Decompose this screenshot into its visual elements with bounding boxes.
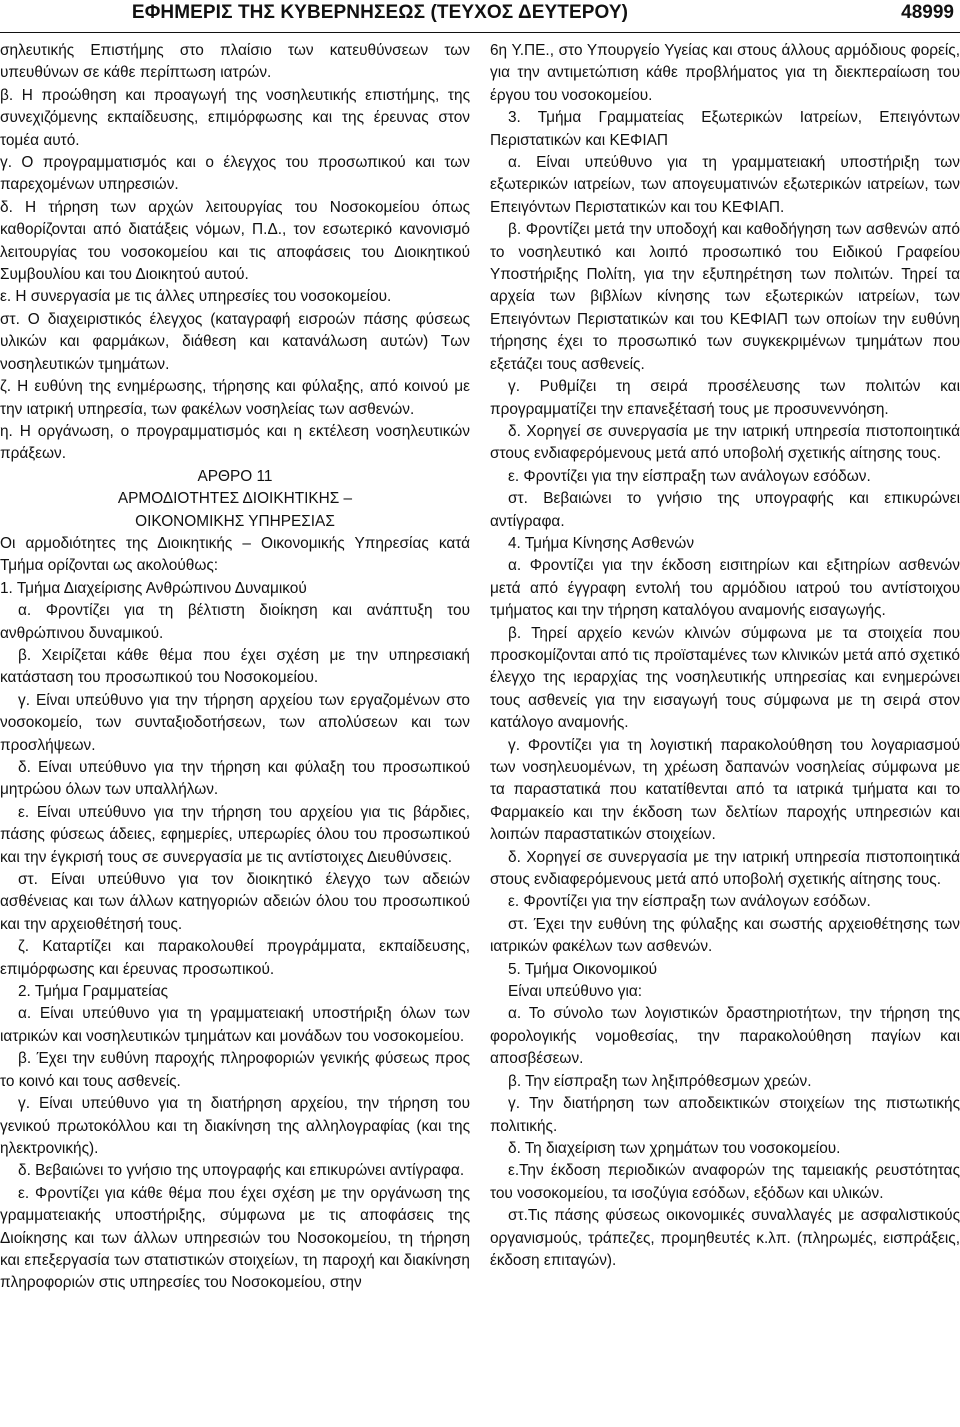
paragraph: 5. Τμήμα Οικονομικού [508, 960, 658, 978]
page-number: 48999 [901, 2, 954, 23]
paragraph: στ. Έχει την ευθύνη της φύλαξης και σωστής αρχειοθέτησης των ιατρικών φακέλων των ασθενών. [490, 915, 960, 956]
paragraph: 2. Τμήμα Γραμματείας [18, 983, 169, 1001]
paragraph: η. Η οργάνωση, ο προγραμματισμός και η εκτέλεση νοσηλευτικών πράξεων. [0, 422, 470, 463]
paragraph: στ. Είναι υπεύθυνο για τον διοικητικό έλεγχο των αδειών ασθένειας και των άλλων κατηγοριών αδειών όλου του προσωπικού και την αρχειοθέτησή τους. [0, 871, 470, 933]
paragraph: ε. Φροντίζει για κάθε θέμα που έχει σχέση με την οργάνωση της γραμματειακής υποστήριξης, σύμφωνα με τις αποφάσεις της Διοίκησης και των άλλων υπηρεσιών του Νοσοκομείου, τη τήρηση και επεξεργασία των στατιστικών στοιχείων, τη παροχή και διακίνηση πληροφοριών στις υπηρεσίες του Νοσοκομείου, στην [0, 1184, 470, 1292]
paragraph: στ.Τις πάσης φύσεως οικονομικές συναλλαγές με ασφαλιστικούς οργανισμούς, τράπεζες, προμηθευτές κ.λπ. (πληρωμές, εισπράξεις, έκδοση επιταγών). [490, 1207, 960, 1269]
paragraph: ε. Η συνεργασία με τις άλλες υπηρεσίες του νοσοκομείου. [0, 288, 392, 306]
paragraph: α. Φροντίζει για την έκδοση εισιτηρίων και εξιτηρίων ασθενών μετά από έγγραφη εντολή του αρμόδιου ιατρού του αντίστοιχου τμήματος και την τήρηση καταλόγου αναμονής εισαγωγής. [490, 557, 960, 620]
paragraph: 1. Τμήμα Διαχείρισης Ανθρώπινου Δυναμικού [0, 579, 307, 597]
paragraph: δ. Είναι υπεύθυνο για την τήρηση και φύλαξη του προσωπικού μητρώου όλων των υπαλλήλων. [0, 759, 470, 799]
paragraph: γ. Την διατήρηση των αποδεικτικών στοιχείων της πιστωτικής πολιτικής. [490, 1095, 960, 1135]
paragraph: β. Η προώθηση και προαγωγή της νοσηλευτικής επιστήμης, της συνεχιζόμενης εκπαίδευσης, επιμόρφωσης και της έρευνας στον τομέα αυτό. [0, 86, 470, 149]
paragraph: ζ. Η ευθύνη της ενημέρωσης, τήρησης και φύλαξης, από κοινού με την ιατρική υπηρεσία, των φακέλων νοσηλείας των ασθενών. [0, 378, 470, 418]
paragraph: ε.Την έκδοση περιοδικών αναφορών της ταμειακής ρευστότητας του νοσοκομείου, τα ισοζύγια εσόδων, εξόδων και υλικών. [490, 1162, 960, 1202]
paragraph: δ. Βεβαιώνει το γνήσιο της υπογραφής και επικυρώνει αντίγραφα. [18, 1162, 465, 1180]
paragraph: Οι αρμοδιότητες της Διοικητικής – Οικονομικής Υπηρεσίας κατά Τμήμα ορίζονται ως ακολούθως: [0, 534, 470, 575]
paragraph: ε. Είναι υπεύθυνο για την τήρηση του αρχείου για τις βάρδιες, πάσης φύσεως άδειες, εφημερίες, υπερωρίες όλου του προσωπικού και την έγκρισή τους σε συνεργασία με τις αντίστοιχες Διευθύνσεις. [0, 803, 470, 866]
paragraph: δ. Η τήρηση των αρχών λειτουργίας του Νοσοκομείου όπως καθορίζονται από διατάξεις νόμων, Π.Δ., τον εσωτερικό κανονισμό λειτουργίας του νοσοκομείου και τις αποφάσεις του Διοικητικού Συμβουλίου και του Διοικητού αυτού. [0, 198, 470, 284]
paragraph: β. Την είσπραξη των ληξιπρόθεσμων χρεών. [508, 1072, 812, 1090]
right-column [490, 40, 960, 1272]
paragraph: δ. Χορηγεί σε συνεργασία με την ιατρική υπηρεσία πιστοποιητικά στους ενδιαφερόμενους μετά από υποβολή σχετικής αίτησης τους. [490, 422, 960, 463]
paragraph: ε. Φροντίζει για την είσπραξη των ανάλογων εσόδων. [508, 467, 871, 485]
paragraph: γ. Είναι υπεύθυνο για την τήρηση αρχείου των εργαζομένων στο νοσοκομείο, των συνταξιοδοτήσεων, των απολύσεων και των προσλήψεων. [0, 691, 470, 754]
article-heading: ΑΡΘΡΟ 11 [197, 467, 273, 485]
paragraph: α. Το σύνολο των λογιστικών δραστηριοτήτων, την τήρηση της φορολογικής νομοθεσίας, την παρακολούθηση παγίων και αποσβέσεων. [490, 1005, 960, 1068]
paragraph: β. Χειρίζεται κάθε θέμα που έχει σχέση με την υπηρεσιακή κατάσταση του προσωπικού του Νοσοκομείου. [0, 646, 470, 687]
header-rule [0, 32, 960, 33]
paragraph: ζ. Καταρτίζει και παρακολουθεί προγράμματα, εκπαίδευσης, επιμόρφωσης και έρευνας προσωπικού. [0, 938, 470, 978]
paragraph: στ. Βεβαιώνει το γνήσιο της υπογραφής και επικυρώνει αντίγραφα. [490, 490, 960, 530]
paragraph: β. Τηρεί αρχείο κενών κλινών σύμφωνα με τα στοιχεία που προσκομίζονται από τις προϊσταμένες των κλινικών μετά από σχετικό έλεγχο της ιεραρχίας της νοσηλευτικής υπηρεσίας και ενημερώνει τους ασθενείς για την εισαγωγή τους σύμφωνα με τη σειρά στον κατάλογο αναμονής. [490, 624, 960, 732]
paragraph: δ. Τη διαχείριση των χρημάτων του νοσοκομείου. [508, 1139, 841, 1157]
paragraph: γ. Ρυθμίζει τη σειρά προσέλευσης των πολιτών και προγραμματίζει την επανεξέτασή τους με προσυνεννόηση. [490, 378, 960, 418]
paragraph: α. Είναι υπεύθυνο για τη γραμματειακή υποστήριξη των εξωτερικών ιατρείων, των απογευματινών εξωτερικών ιατρείων, των Επειγόντων Περιστατικών και του ΚΕΦΙΑΠ. [490, 154, 960, 216]
paragraph: 6η Υ.ΠΕ., στο Υπουργείο Υγείας και στους άλλους αρμόδιους φορείς, για την αντιμετώπιση κάθε προβλήματος για τη διεκπεραίωση του έργου του νοσοκομείου. [490, 42, 960, 104]
paragraph: β. Έχει την ευθύνη παροχής πληροφοριών γενικής φύσεως προς το κοινό και τους ασθενείς. [0, 1050, 470, 1090]
paragraph: γ. Φροντίζει για τη λογιστική παρακολούθηση του λογαριασμού των νοσηλευομένων, τη χρέωση δαπανών νοσηλείας σύμφωνα με τα παραστατικά που κατατίθενται από τα ιατρικά τμήματα και το Φαρμακείο και την έκδοση των δελτίων παροχής υπηρεσιών και λοιπών παραστατικών στοιχείων. [490, 736, 960, 844]
paragraph: α. Φροντίζει για τη βέλτιστη διοίκηση και ανάπτυξη του ανθρώπινου δυναμικού. [0, 602, 470, 642]
article-heading: ΟΙΚΟΝΟΜΙΚΗΣ ΥΠΗΡΕΣΙΑΣ [135, 512, 335, 530]
paragraph: γ. Είναι υπεύθυνο για τη διατήρηση αρχείου, την τήρηση του γενικού πρωτοκόλλου και τη διακίνηση της αλληλογραφίας (και της ηλεκτρονικής). [0, 1095, 470, 1157]
paragraph: ε. Φροντίζει για την είσπραξη των ανάλογων εσόδων. [508, 893, 871, 911]
gazette-title: ΕΦΗΜΕΡΙΣ ΤΗΣ ΚΥΒΕΡΝΗΣΕΩΣ (ΤΕΥΧΟΣ ΔΕΥΤΕΡΟΥ) [131, 2, 629, 23]
article-heading: ΑΡΜΟΔΙΟΤΗΤΕΣ ΔΙΟΙΚΗΤΙΚΗΣ – [117, 490, 353, 508]
paragraph: στ. Ο διαχειριστικός έλεγχος (καταγραφή εισροών πάσης φύσεως υλικών και φαρμάκων, διάθεση και κατανάλωση αυτών) Των νοσηλευτικών τμημάτων. [0, 310, 470, 373]
paragraph: σηλευτικής Επιστήμης στο πλαίσιο των κατευθύνσεων των υπευθύνων σε κάθε περίπτωση ιατρών. [0, 42, 470, 82]
paragraph: α. Είναι υπεύθυνο για τη γραμματειακή υποστήριξη όλων των ιατρικών και νοσηλευτικών τμημάτων και μονάδων του νοσοκομείου. [0, 1005, 470, 1045]
left-column [0, 40, 470, 1295]
page-header [0, 0, 960, 34]
paragraph: 4. Τμήμα Κίνησης Ασθενών [508, 534, 695, 552]
paragraph: γ. Ο προγραμματισμός και ο έλεγχος του προσωπικού και των παρεχομένων υπηρεσιών. [0, 154, 470, 194]
paragraph: β. Φροντίζει μετά την υποδοχή και καθοδήγηση των ασθενών από το νοσηλευτικό και λοιπό προσωπικό του Ειδικού Γραφείου Υποστήριξης Πολίτη, για την εξυπηρέτηση των πολιτών. Τηρεί τα αρχεία των βιβλίων κίνησης των εξωτερικών ιατρείων, των Επειγόντων Περιστατικών και του ΚΕΦΙΑΠ των οποίων την ευθύνη τήρησης έχει το προσωπικό των συγκεκριμένων τμημάτων που εξετάζει τους ασθενείς. [490, 221, 960, 373]
paragraph: δ. Χορηγεί σε συνεργασία με την ιατρική υπηρεσία πιστοποιητικά στους ενδιαφερόμενους μετά από υποβολή σχετικής αίτησης τους. [490, 848, 960, 889]
paragraph: Είναι υπεύθυνο για: [508, 983, 643, 1001]
paragraph: 3. Τμήμα Γραμματείας Εξωτερικών Ιατρείων, Επειγόντων Περιστατικών και ΚΕΦΙΑΠ [490, 109, 960, 149]
